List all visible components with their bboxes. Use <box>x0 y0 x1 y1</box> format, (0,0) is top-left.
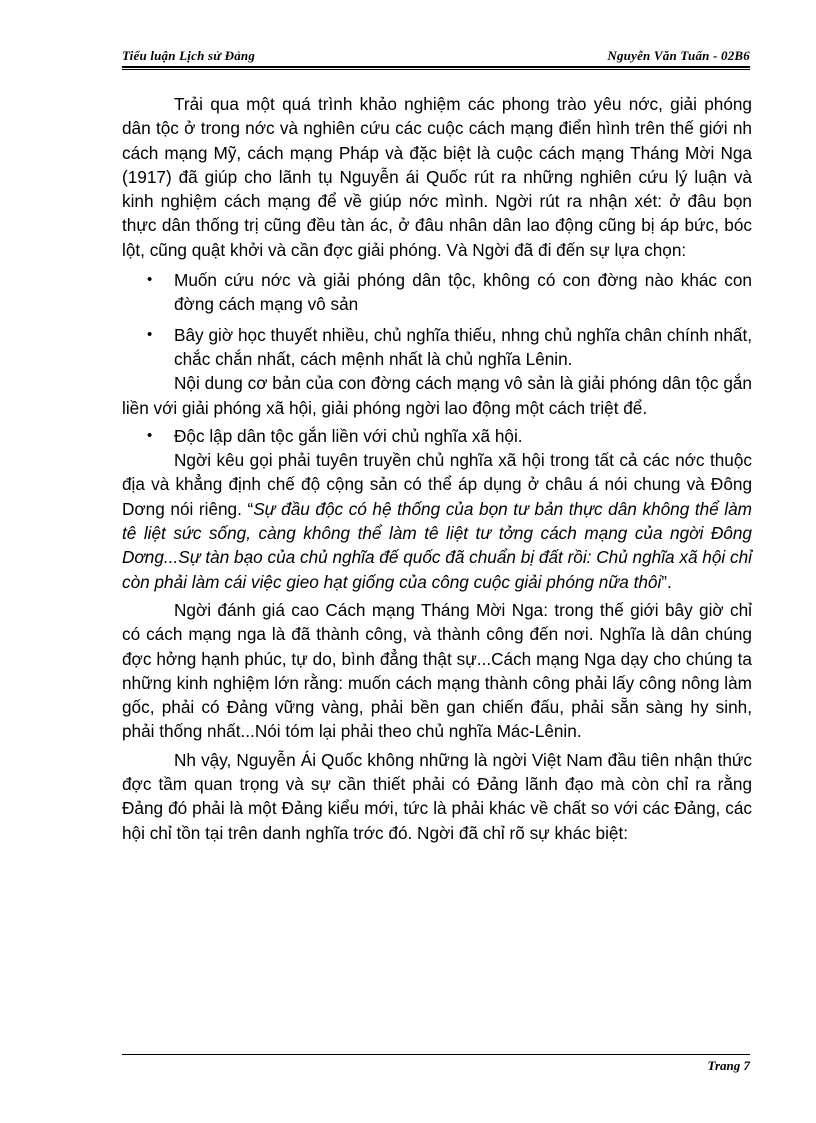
page-header <box>122 46 750 66</box>
bullet-item-3 <box>122 424 752 448</box>
paragraph-3-quote: Sự đầu độc có hệ thống của bọn tư bản thực dân không thể làm tê liệt sức sống, càng không thể làm tê liệt tư tởng cách mạng của ngời Đông Dơng...Sự tàn bạo của chủ nghĩa đế quốc đã chuẩn bị đất rồi: Chủ nghĩa xã hội chỉ còn phải làm cái việc gieo hạt giống của công cuộc giải phóng nữa thôi <box>122 498 753 592</box>
paragraph-5: Nh vậy, Nguyễn Ái Quốc không những là ngời Việt Nam đầu tiên nhận thức đợc tầm quan trọng và sự cần thiết phải có Đảng lãnh đạo mà còn chỉ ra rằng Đảng đó phải là một Đảng kiểu mới, tức là phải khác về chất so với các Đảng, các hội chỉ tồn tại trên danh nghĩa trớc đó. Ngời đã chỉ rõ sự khác biệt: <box>122 749 752 843</box>
bullet-item-1-text: Muốn cứu nớc và giải phóng dân tộc, không có con đờng nào khác con đờng cách mạng vô sản <box>174 270 752 315</box>
bullet-icon: • <box>147 271 153 289</box>
paragraph-4: Ngời đánh giá cao Cách mạng Tháng Mời Nga: trong thế giới bây giờ chỉ có cách mạng nga là đã thành công, và thành công đến nơi. Nghĩa là dân chúng đợc hởng hạnh phúc, tự do, bình đẳng thật sự...Cách mạng Nga dạy cho chúng ta những kinh nghiệm lớn rằng: muốn cách mạng thành công phải lấy công nông làm gốc, phải có Đảng vững vàng, phải bền gan chiến đấu, phải sẵn sàng hy sinh, phải thống nhất...Nói tóm lại phải theo chủ nghĩa Mác-Lênin. <box>122 599 752 742</box>
bullet-item-1 <box>122 268 752 317</box>
footer-rule <box>122 1054 750 1055</box>
bullet-item-2 <box>122 323 752 372</box>
paragraph-3-end: ”. <box>661 571 672 592</box>
bullet-item-2-text: Bây giờ học thuyết nhiều, chủ nghĩa thiếu, nhng chủ nghĩa chân chính nhất, chắc chắn nhất, cách mệnh nhất là chủ nghĩa Lênin. <box>174 324 752 369</box>
bullet-icon: • <box>147 426 153 444</box>
paragraph-1: Trải qua một quá trình khảo nghiệm các phong trào yêu nớc, giải phóng dân tộc ở trong nớc và nghiên cứu các cuộc cách mạng điển hình trên thế giới nh cách mạng Mỹ, cách mạng Pháp và đặc biệt là cuộc cách mạng Tháng Mời Nga (1917) đã giúp cho lãnh tụ Nguyễn ái Quốc rút ra những nghiên cứu lý luận và kinh nghiệm cách mạng để về giúp nớc mình. Ngời rút ra nhận xét: ở đâu bọn thực dân thống trị cũng đều tàn ác, ở đâu nhân dân lao động cũng bị áp bức, bóc lột, cũng quật khởi và cần đợc giải phóng. Và Ngời đã đi đến sự lựa chọn: <box>122 94 752 260</box>
bullet-icon: • <box>147 325 153 343</box>
bullet-item-3-text: Độc lập dân tộc gắn liền với chủ nghĩa xã hội. <box>174 425 523 446</box>
paragraph-3 <box>122 448 752 594</box>
header-rule <box>122 66 750 70</box>
document-body <box>122 92 752 845</box>
paragraph-2: Nội dung cơ bản của con đờng cách mạng vô sản là giải phóng dân tộc gắn liền với giải phóng xã hội, giải phóng ngời lao động một cách triệt để. <box>122 373 752 418</box>
header-document-title: Tiểu luận Lịch sử Đảng <box>122 48 256 63</box>
header-author: Nguyễn Văn Tuấn - 02B6 <box>607 48 750 63</box>
page-number: Trang 7 <box>707 1058 750 1073</box>
paragraph-3-intro: Ngời kêu gọi phải tuyên truyền chủ nghĩa xã hội trong tất cả các nớc thuộc địa và khẳng định chế độ cộng sản có thể áp dụng ở châu á nói chung và Đông Dơng nói riêng. “ <box>122 450 752 519</box>
